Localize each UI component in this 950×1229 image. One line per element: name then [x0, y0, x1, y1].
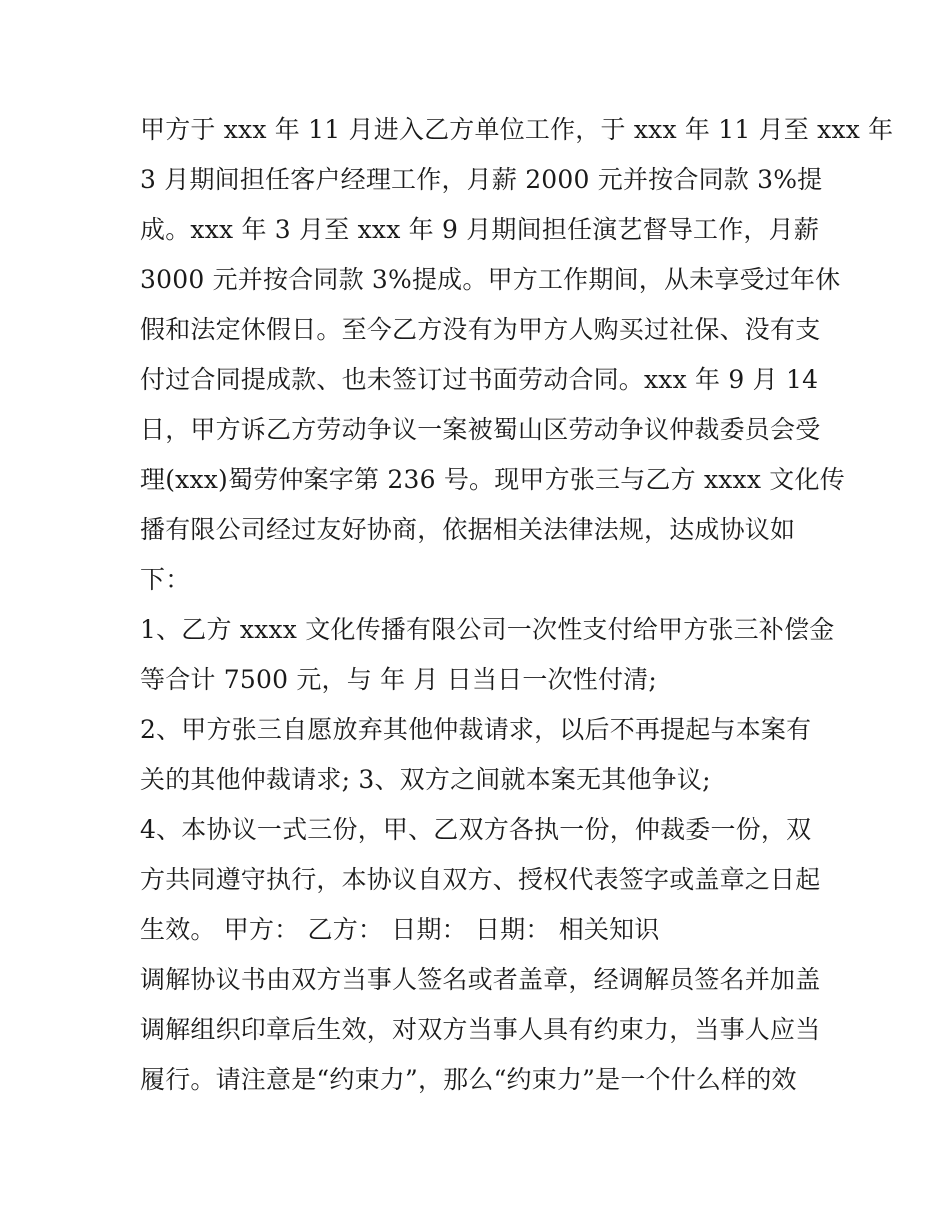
text-line: 甲方于 xxx 年 11 月进入乙方单位工作，于 xxx 年 11 月至 xxx 年: [140, 115, 894, 144]
text-line: 等合计 7500 元，与 年 月 日当日一次性付清;: [140, 665, 657, 694]
text-line: 关的其他仲裁请求; 3、双方之间就本案无其他争议;: [140, 765, 711, 794]
text-line: 4、本协议一式三份，甲、乙双方各执一份，仲裁委一份，双: [140, 815, 812, 844]
text-line: 理(xxx)蜀劳仲案字第 236 号。现甲方张三与乙方 xxxx 文化传: [140, 465, 845, 494]
text-line: 下：: [140, 565, 191, 594]
text-line: 日，甲方诉乙方劳动争议一案被蜀山区劳动争议仲裁委员会受: [140, 415, 821, 444]
text-line: 3000 元并按合同款 3%提成。甲方工作期间，从未享受过年休: [140, 265, 841, 294]
text-line: 假和法定休假日。至今乙方没有为甲方人购买过社保、没有支: [140, 315, 821, 344]
text-line: 付过合同提成款、也未签订过书面劳动合同。xxx 年 9 月 14: [140, 365, 819, 394]
text-line: 生效。 甲方： 乙方： 日期： 日期： 相关知识: [140, 915, 660, 944]
text-line: 1、乙方 xxxx 文化传播有限公司一次性支付给甲方张三补偿金: [140, 615, 835, 644]
text-line: 播有限公司经过友好协商，依据相关法律法规，达成协议如: [140, 515, 796, 544]
text-line: 成。xxx 年 3 月至 xxx 年 9 月期间担任演艺督导工作，月薪: [140, 215, 820, 244]
text-line: 2、甲方张三自愿放弃其他仲裁请求，以后不再提起与本案有: [140, 715, 812, 744]
text-line: 调解协议书由双方当事人签名或者盖章，经调解员签名并加盖: [140, 965, 821, 994]
text-line: 方共同遵守执行，本协议自双方、授权代表签字或盖章之日起: [140, 865, 821, 894]
text-line: 调解组织印章后生效，对双方当事人具有约束力，当事人应当: [140, 1015, 821, 1044]
text-line: 履行。请注意是“约束力”，那么“约束力”是一个什么样的效: [140, 1065, 797, 1094]
text-line: 3 月期间担任客户经理工作，月薪 2000 元并按合同款 3%提: [140, 165, 823, 194]
